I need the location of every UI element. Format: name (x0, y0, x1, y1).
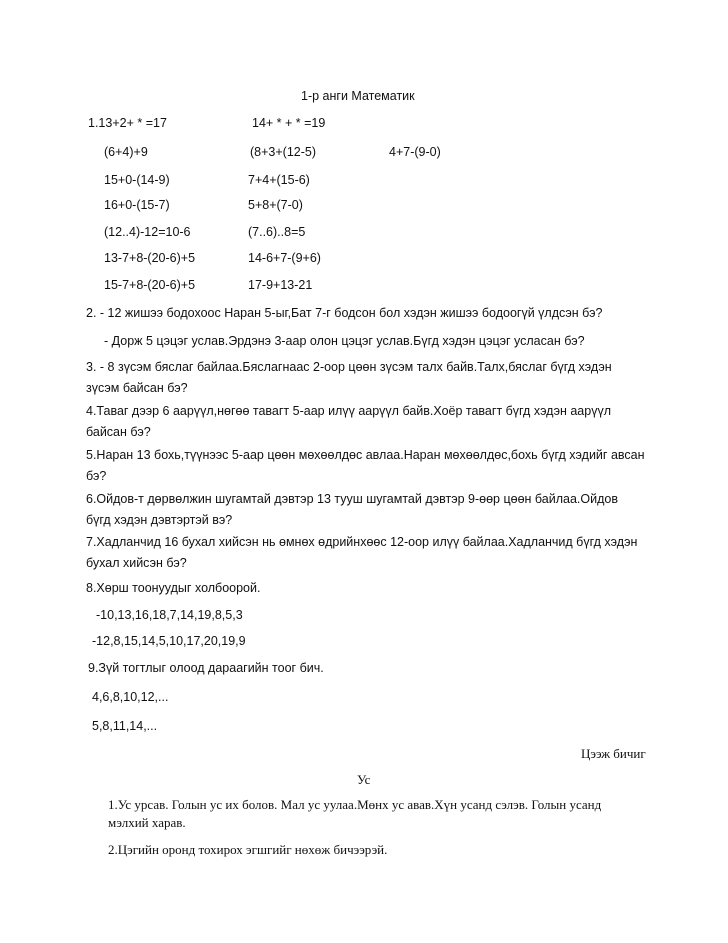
task8-label: 8.Хөрш тоонуудыг холбоорой. (86, 581, 261, 595)
task1-label: 1.13+2+ * =17 (88, 116, 167, 130)
task1-expression: (7..6)..8=5 (248, 225, 306, 239)
task1-expression: 17-9+13-21 (248, 278, 313, 292)
task8-sequence: -12,8,15,14,5,10,17,20,19,9 (92, 634, 246, 648)
task1-expression: 14-6+7-(9+6) (248, 251, 321, 265)
task7-text: 7.Хадланчид 16 бухал хийсэн нь өмнөх өдрийнхөөс 12-оор илүү байлаа.Хадланчид бүгд хэдэн бухал хийсэн бэ? (86, 535, 638, 570)
task9-label: 9.Зүй тогтлыг олоод дараагийн тоог бич. (88, 661, 324, 675)
task9-sequence: 5,8,11,14,... (92, 719, 158, 733)
task5-text: 5.Наран 13 бохь,түүнээс 5-аар цөөн мөхөөлдөс авлаа.Наран мөхөөлдөс,бохь бүгд хэдийг авсан бэ? (86, 448, 645, 483)
task1-expression: 15-7+8-(20-6)+5 (104, 278, 196, 292)
task4-text: 4.Таваг дээр 6 аарүүл,нөгөө тавагт 5-аар илүү аарүүл байв.Хоёр тавагт бүгд хэдэн аарүүл байсан бэ? (86, 404, 612, 439)
task8-sequence: -10,13,16,18,7,14,19,8,5,3 (96, 608, 243, 622)
task1-expression: 7+4+(15-6) (248, 173, 310, 187)
task1-expression: 16+0-(15-7) (104, 198, 170, 212)
task3-text: 3. - 8 зүсэм бяслаг байлаа.Бяслагнаас 2-оор цөөн зүсэм талх байв.Талх,бяслаг бүгд хэдэн зүсэм байсан бэ? (86, 360, 612, 395)
page-title: 1-р анги Математик (301, 89, 415, 103)
dictation-item: 1.Ус урсав. Голын ус их болов. Мал ус уулаа.Мөнх ус авав.Хүн усанд сэлэв. Голын усанд мэлхий харав. (108, 797, 602, 830)
dictation-item: 2.Цэгийн оронд тохирох эгшгийг нөхөж бичээрэй. (108, 842, 388, 857)
task2-line1: 2. - 12 жишээ бодохоос Наран 5-ыг,Бат 7-г бодсон бол хэдэн жишээ бодоогүй үлдсэн бэ? (86, 306, 603, 320)
task1-expression: 15+0-(14-9) (104, 173, 170, 187)
task9-sequence: 4,6,8,10,12,... (92, 690, 169, 704)
task1-expression: (8+3+(12-5) (250, 145, 317, 159)
dictation-heading: Цээж бичиг (581, 746, 646, 761)
dictation-title: Ус (357, 772, 371, 787)
task1-expression: (6+4)+9 (104, 145, 148, 159)
task6-text: 6.Ойдов-т дөрвөлжин шугамтай дэвтэр 13 тууш шугамтай дэвтэр 9-өөр цөөн байлаа.Ойдов бүгд хэдэн дэвтэртэй вэ? (86, 492, 618, 527)
task1-expression: 4+7-(9-0) (389, 145, 441, 159)
task2-line2: - Дорж 5 цэцэг услав.Эрдэнэ 3-аар олон цэцэг услав.Бүгд хэдэн цэцэг усласан бэ? (104, 334, 585, 348)
task1-expression: 5+8+(7-0) (248, 198, 303, 212)
task1-expression: 14+ * + * =19 (252, 116, 326, 130)
task1-expression: 13-7+8-(20-6)+5 (104, 251, 196, 265)
task1-expression: (12..4)-12=10-6 (104, 225, 191, 239)
